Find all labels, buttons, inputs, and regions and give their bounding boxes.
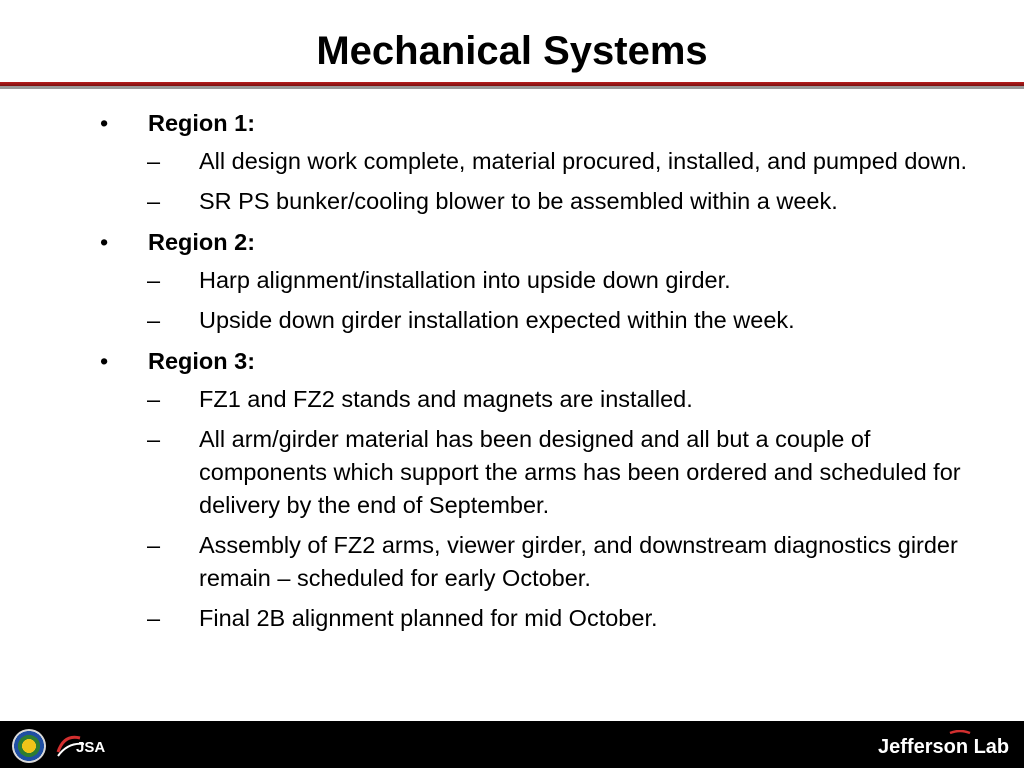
bullet-region-1	[0, 106, 1024, 140]
sub-marker: –	[147, 532, 161, 558]
jefferson-lab-logo-text: Jefferson Lab	[878, 736, 1010, 758]
bullet-region-3	[0, 344, 1024, 378]
sub-item	[0, 145, 1024, 178]
sub-marker: –	[147, 605, 161, 631]
bullet-region-2	[0, 225, 1024, 259]
sub-item-text: Assembly of FZ2 arms, viewer girder, and downstream diagnostics girder remain – scheduled for early October.	[199, 532, 958, 591]
sub-item	[0, 423, 1024, 522]
sub-marker: –	[147, 386, 161, 412]
sub-marker: –	[147, 307, 161, 333]
sub-marker: –	[147, 267, 161, 293]
bullet-marker: •	[100, 110, 109, 136]
sub-item-text: Upside down girder installation expected within the week.	[199, 307, 795, 333]
sub-item-text: FZ1 and FZ2 stands and magnets are installed.	[199, 386, 693, 412]
sub-item-text: All design work complete, material procured, installed, and pumped down.	[199, 148, 968, 174]
sub-item-text: All arm/girder material has been designed and all but a couple of components which support the arms has been ordered and scheduled for delivery by the end of September.	[199, 426, 961, 518]
sub-item-text: Harp alignment/installation into upside down girder.	[199, 267, 731, 293]
slide-content	[0, 106, 1024, 642]
title-rule-grey	[0, 86, 1024, 89]
bullet-heading: Region 3:	[148, 348, 256, 374]
sub-item	[0, 185, 1024, 218]
title-bar	[0, 0, 1024, 84]
footer-bar	[0, 721, 1024, 768]
sub-item-text: SR PS bunker/cooling blower to be assembled within a week.	[199, 188, 838, 214]
sub-marker: –	[147, 426, 161, 452]
jsa-logo-text: JSA	[76, 739, 106, 756]
sub-item	[0, 602, 1024, 635]
doe-seal-logo	[12, 729, 46, 763]
sub-item	[0, 383, 1024, 416]
jefferson-lab-logo	[876, 730, 1018, 760]
slide-title: Mechanical Systems	[316, 29, 708, 73]
sub-item-text: Final 2B alignment planned for mid October.	[199, 605, 658, 631]
bullet-heading: Region 1:	[148, 110, 256, 136]
sub-item	[0, 529, 1024, 595]
bullet-heading: Region 2:	[148, 229, 256, 255]
sub-marker: –	[147, 188, 161, 214]
sub-item	[0, 264, 1024, 297]
sub-marker: –	[147, 148, 161, 174]
bullet-marker: •	[100, 229, 109, 255]
jsa-logo	[54, 730, 106, 760]
sub-item	[0, 304, 1024, 337]
bullet-marker: •	[100, 348, 109, 374]
